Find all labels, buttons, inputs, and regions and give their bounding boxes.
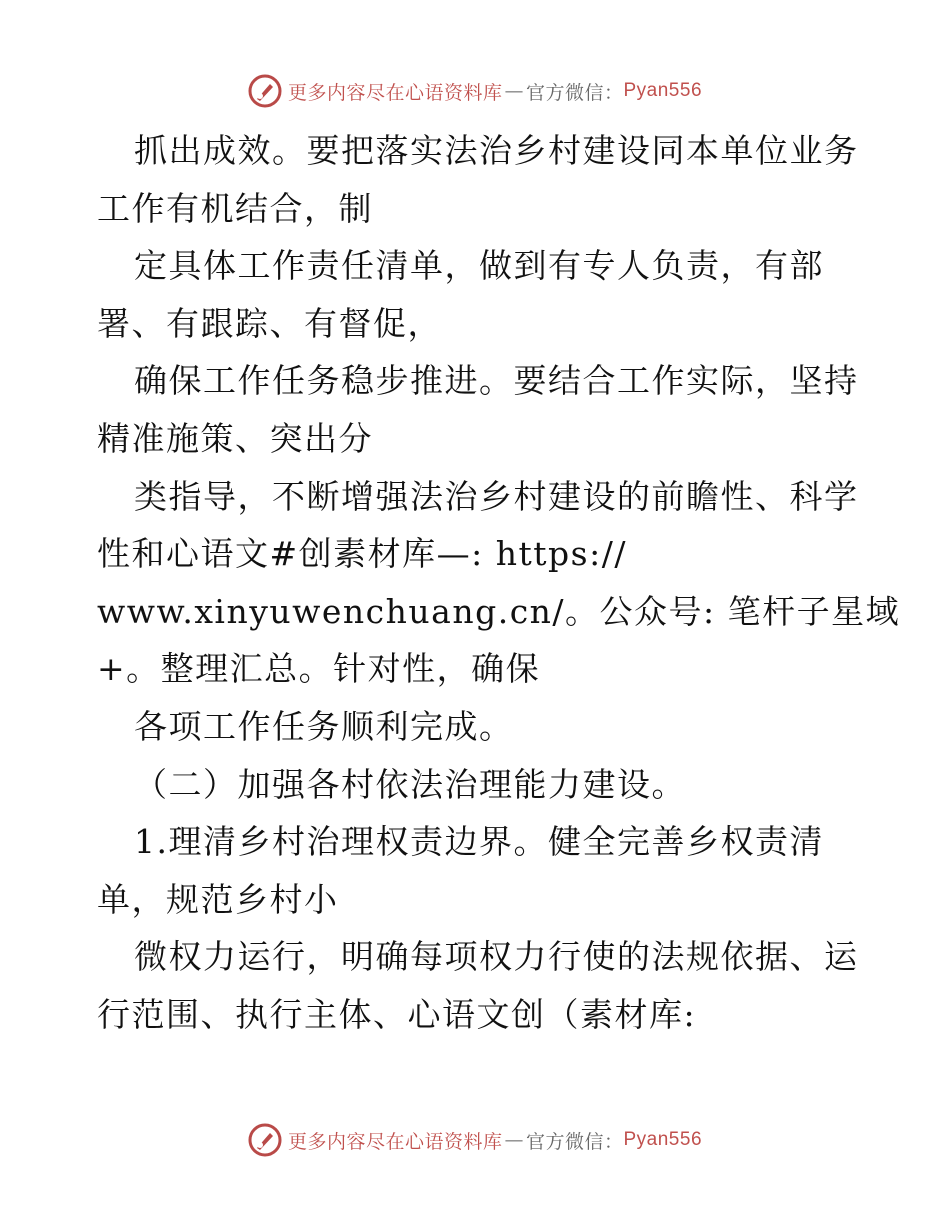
- body-line: 类指导，不断增强法治乡村建设的前瞻性、科学: [134, 476, 859, 516]
- body-line: +。整理汇总。针对性，确保: [97, 649, 541, 689]
- pen-logo-icon: [248, 74, 282, 108]
- body-line-url: www.xinyuwenchuang.cn/。公众号: 笔杆子星域: [97, 591, 901, 631]
- body-line: 性和心语文#创素材库—: https://: [97, 534, 627, 574]
- watermark-wechat-id: Pyan556: [623, 1129, 703, 1150]
- body-line: 定具体工作责任清单，做到有专人负责，有部: [134, 246, 824, 286]
- body-line: 微权力运行，明确每项权力行使的法规依据、运: [134, 937, 859, 977]
- page-footer-watermark: [0, 1120, 950, 1160]
- watermark-brand-text: 更多内容尽在心语资料库: [287, 1130, 503, 1153]
- body-line: 各项工作任务顺利完成。: [134, 706, 514, 746]
- pen-logo-icon: [248, 1123, 282, 1157]
- document-body: [97, 122, 901, 1044]
- body-line: 工作有机结合，制: [97, 188, 373, 228]
- section-heading: （二）加强各村依法治理能力建设。: [134, 764, 686, 804]
- body-line: 署、有跟踪、有督促，: [97, 303, 442, 343]
- watermark-separator: —: [504, 1129, 524, 1151]
- page-header-watermark: [0, 71, 950, 111]
- body-line: 确保工作任务稳步推进。要结合工作实际，坚持: [134, 361, 859, 401]
- body-line: 抓出成效。要把落实法治乡村建设同本单位业务: [134, 131, 859, 170]
- watermark-brand-text: 更多内容尽在心语资料库: [287, 81, 503, 104]
- body-line: 单，规范乡村小: [97, 879, 339, 919]
- watermark-separator: —: [504, 80, 524, 102]
- body-line: 1.理清乡村治理权责边界。健全完善乡权责清: [134, 822, 824, 862]
- watermark-label: 官方微信：: [525, 81, 624, 104]
- body-line: 行范围、执行主体、心语文创（素材库:: [97, 994, 697, 1034]
- body-line: 精准施策、突出分: [97, 418, 373, 458]
- watermark-wechat-id: Pyan556: [623, 80, 703, 101]
- watermark-label: 官方微信：: [525, 1130, 624, 1153]
